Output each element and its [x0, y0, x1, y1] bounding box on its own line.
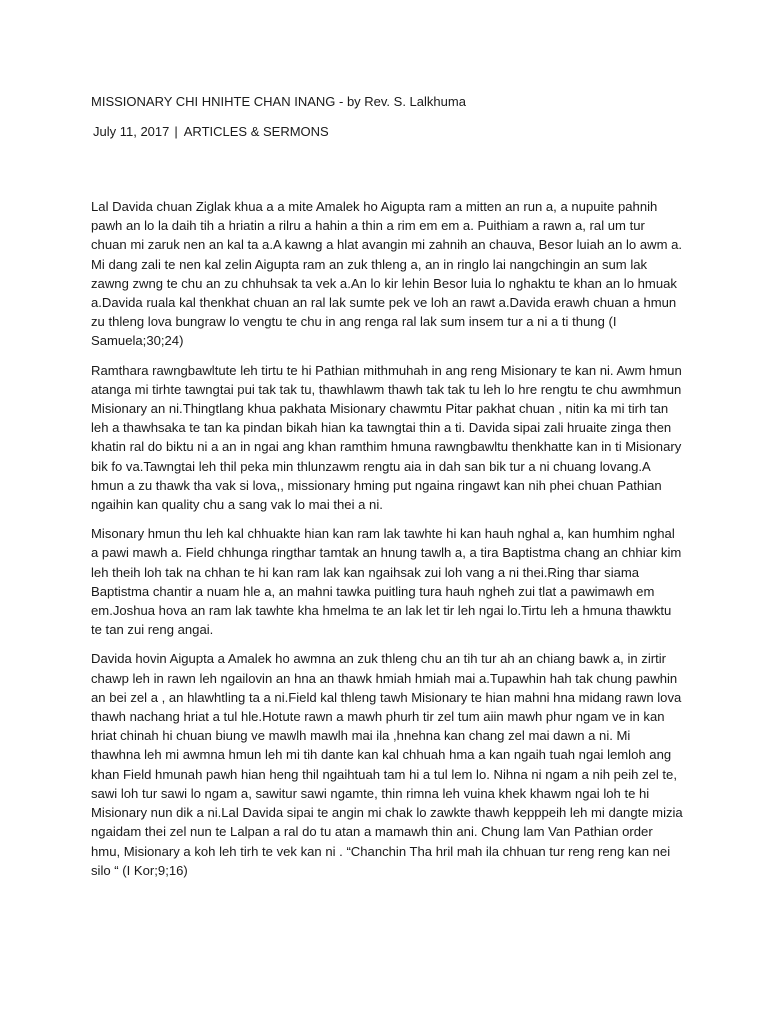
article-title: MISSIONARY CHI HNIHTE CHAN INANG - by Rev. S. Lalkhuma: [91, 94, 466, 109]
paragraph: Misonary hmun thu leh kal chhuakte hian kan ram lak tawhte hi kan hauh nghal a, kan humhim nghal a pawi mawh a. Field chhunga ringthar tamtak an hnung tawlh a, a tira Baptistma chang an chhiar kim leh theih loh tak na chhan te hi kan ram lak kan ngaihsak zui loh vang a ni thei.Ring thar siama Baptistma chantir a nuam hle a, an mahni tawka puitling tura hauh ngheh zui tlat a pawimawh em em.Joshua hova an ram lak tawhte kha hmelma te an lak let tir leh ngai lo.Tirtu leh a hmuna thawktu te tan zui reng angai.: [91, 526, 682, 638]
post-date: July 11, 2017: [93, 124, 170, 139]
article-body: [91, 197, 683, 890]
post-category: ARTICLES & SERMONS: [183, 124, 329, 139]
article-meta: [93, 124, 329, 139]
paragraph: Lal Davida chuan Ziglak khua a a mite Amalek ho Aigupta ram a mitten an run a, a nupuite pahnih pawh an lo la daih tih a hriatin a rilru a hahin a thin a rim em em a. Puithiam a rawn a, ral um tur chuan mi zaruk nen an kal ta a.A kawng a hlat avangin mi zahnih an chauva, Besor luiah an lo awm a. Mi dang zali te nen kal zelin Aigupta ram an zuk thleng a, an in ringlo lai nangchingin an sum lak zawng zwng te chu an zu chhuhsak ta vek a.An lo kir lehin Besor luia lo nghaktu te khan an lo hmuak a.Davida ruala kal thenkhat chuan an ral lak sumte pek ve loh an rawt a.Davida erawh chuan a hmun zu thleng lova bungraw lo vengtu te chu in ang renga ral lak sum insem tur a ni a ti thung (I Samuela;30;24): [91, 199, 683, 349]
meta-separator: |: [174, 124, 178, 139]
paragraph: Ramthara rawngbawltute leh tirtu te hi Pathian mithmuhah in ang reng Misionary te kan ni. Awm hmun atanga mi tirhte tawngtai pui tak tak tu, thawhlawm thawh tak tak tu leh lo hre rengtu te chu awmhmun Misionary an ni.Thingtlang khua pakhata Misionary chawmtu Pitar pakhat chuan , nitin ka mi tirh tan leh a thawhsaka te tan ka pindan bikah hian ka tawngtai thin a ti. Davida sipai zali hruaite zinga then khatin ral do biktu ni a an in ngai ang khan ramthim hmuna rawngbawltu thenkhatte kan in ti Misionary bik fo va.Tawngtai leh thil peka min thlunzawm rengtu aia in dah san bik tur a ni chuang lovang.A hmun a zu thawk tha vak si lova,, missionary hming put ngaina ringawt kan nih phei chuan Pathian ngaihin kan quality chu a sang vak lo mai thei a ni.: [91, 362, 682, 513]
paragraph: Davida hovin Aigupta a Amalek ho awmna an zuk thleng chu an tih tur ah an chiang bawk a, in zirtir chawp leh in rawn leh ngailovin an hna an thawk hmiah hmiah mai a.Tupawhin hah tak chung pawhin an bei zel a , an hlawhtling ta a ni.Field kal thleng tawh Misionary te hian mahni hna midang rawn lova thawh nachang hriat a tul hle.Hotute rawn a mawh phurh tir zel tum aiin mawh phur ngam ve in kan hriat chinah hi chuan biung ve mawlh mawlh mai ila ,hnehna kan chang zel mai dawn a ni. Mi thawhna leh mi awmna hmun leh mi tih dante kan kal chhuah hma a kan ngaih tuah ngai lemloh ang khan Field hmunah pawh hian heng thil ngaihtuah tam hi a tul lem lo. Nihna ni ngam a nih peih zel te, sawi loh tur sawi lo ngam a, sawitur sawi ngamte, thin rimna leh vuina khek khawm ngai loh te hi Misionary nun dik a ni.Lal Davida sipai te angin mi chak lo zawkte thawh kepppeih leh mi dangte mizia ngaidam thei zel nun te Lalpan a ral do tu atan a mamawh thin ani. Chung lam Van Pathian order hmu, Misionary a koh leh tirh te vek kan ni . “Chanchin Tha hril mah ila chhuan tur reng reng kan nei silo “ (I Kor;9;16): [91, 651, 683, 878]
